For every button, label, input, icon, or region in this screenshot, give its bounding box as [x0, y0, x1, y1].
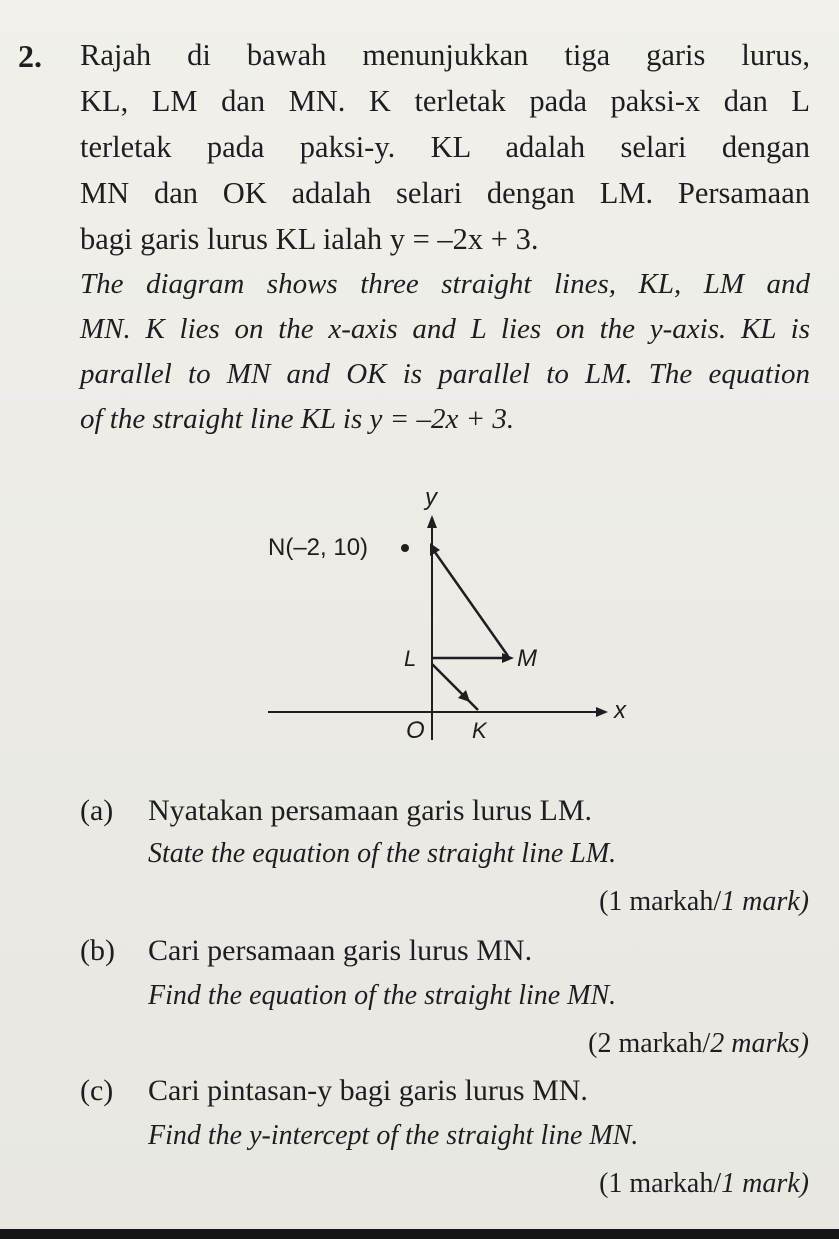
english-line-4: of the straight line KL is y = –2x + 3.: [80, 403, 515, 435]
part-c-label: (c): [80, 1074, 114, 1107]
part-b-marks-malay: (2 markah/: [588, 1028, 711, 1059]
part-c-english: Find the y-intercept of the straight line MN.: [148, 1120, 639, 1151]
bottom-edge-bar: [0, 1229, 839, 1239]
part-b-marks-english: 2 marks): [710, 1028, 809, 1059]
point-n-marker: [401, 544, 409, 552]
malay-line-2: KL, LM dan MN. K terletak pada paksi-x dan L: [80, 84, 810, 118]
part-c-marks-english: 1 mark): [721, 1168, 809, 1199]
point-m-label: M: [517, 645, 537, 672]
part-b-malay: Cari persamaan garis lurus MN.: [148, 934, 533, 967]
part-a-label: (a): [80, 794, 114, 827]
part-a-marks: [599, 888, 809, 916]
malay-line-3: terletak pada paksi-y. KL adalah selari dengan: [80, 130, 810, 164]
part-c-marks: [599, 1170, 809, 1198]
y-axis-label: y: [425, 484, 437, 511]
malay-line-4: MN dan OK adalah selari dengan LM. Persamaan: [80, 176, 810, 210]
part-b-english: Find the equation of the straight line MN.: [148, 980, 617, 1011]
x-axis-label: x: [614, 697, 626, 724]
part-a-malay: Nyatakan persamaan garis lurus LM.: [148, 794, 593, 827]
english-line-1: The diagram shows three straight lines, KL, LM and: [80, 268, 810, 300]
part-b-label: (b): [80, 934, 115, 967]
line-mn-arrowhead: [430, 543, 440, 556]
line-lm-arrowhead: [502, 653, 514, 663]
point-l-label: L: [404, 646, 417, 671]
question-number: 2.: [18, 38, 42, 74]
x-axis-arrowhead: [596, 707, 608, 717]
english-line-3: parallel to MN and OK is parallel to LM. The equation: [80, 358, 810, 390]
y-axis-arrowhead: [427, 515, 437, 528]
point-k-label: K: [472, 718, 487, 743]
line-kl: [432, 664, 478, 710]
english-line-2: MN. K lies on the x-axis and L lies on the y-axis. KL is: [80, 313, 810, 345]
part-c-malay: Cari pintasan-y bagi garis lurus MN.: [148, 1074, 588, 1107]
part-a-marks-english: 1 mark): [721, 886, 809, 917]
part-b-marks: [588, 1030, 809, 1058]
point-o-label: O: [406, 717, 425, 744]
part-a-english: State the equation of the straight line LM.: [148, 838, 617, 869]
malay-line-5: bagi garis lurus KL ialah y = –2x + 3.: [80, 222, 539, 256]
line-kl-arrowhead: [458, 690, 470, 702]
part-c-marks-malay: (1 markah/: [599, 1168, 722, 1199]
malay-line-1: Rajah di bawah menunjukkan tiga garis lurus,: [80, 38, 810, 72]
line-mn: [432, 548, 508, 656]
part-a-marks-malay: (1 markah/: [599, 886, 722, 917]
point-n-label: N(–2, 10): [268, 534, 369, 561]
